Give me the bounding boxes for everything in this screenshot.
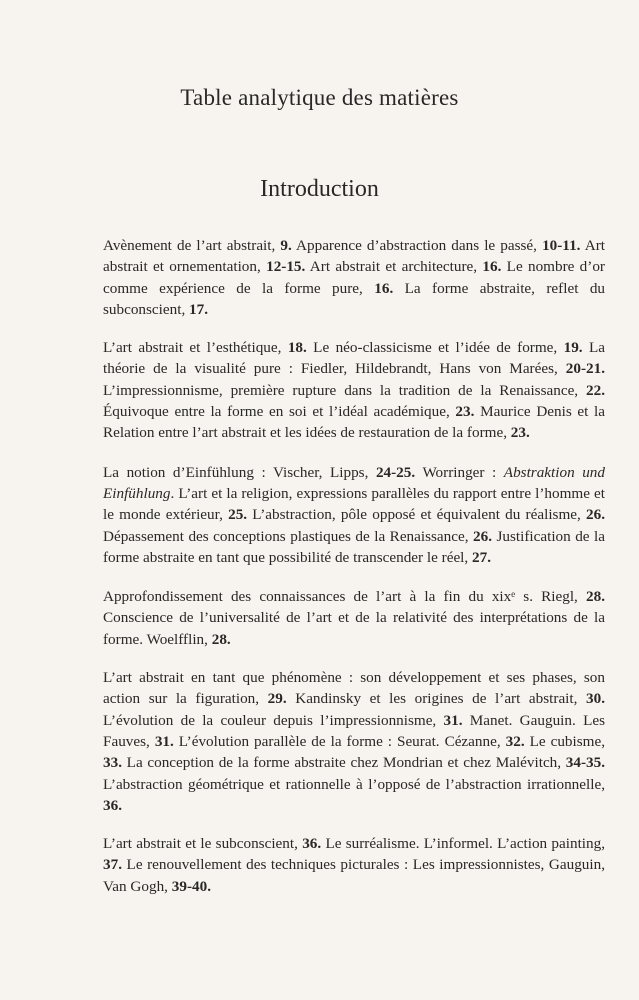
page-reference: 28. xyxy=(211,630,231,648)
text-segment: Manet. Gauguin. Les Fauves, xyxy=(103,711,605,750)
page-reference: 19. xyxy=(563,339,583,357)
page-reference: 32. xyxy=(505,732,525,750)
text-segment: La théorie de la visualité pure : Fiedler, Hildebrandt, Hans von Marées, xyxy=(103,339,605,378)
text-segment: L’impressionnisme, première rupture dans la tradition de la Renaissance, xyxy=(103,381,587,399)
page-reference: 16. xyxy=(374,279,394,297)
page-reference: 27. xyxy=(472,548,491,566)
page-reference: 29. xyxy=(267,690,287,708)
text-segment: Le surréalisme. L’informel. L’action painting, xyxy=(321,835,605,853)
text-segment: Équivoque entre la forme en soi et l’idéal académique, xyxy=(103,403,456,421)
page-reference: 9. xyxy=(280,237,292,254)
page-reference: 26. xyxy=(586,506,606,524)
text-segment: L’évolution parallèle de la forme : Seurat. Cézanne, xyxy=(173,732,506,750)
text-segment: Le néo-classicisme et l’idée de forme, xyxy=(306,339,564,357)
text-segment: Art abstrait et ornementation, xyxy=(103,237,605,276)
text-segment: Approfondissement des connaissances de l’art à la fin du xixᵉ s. Riegl, xyxy=(103,588,587,606)
page-reference: 23. xyxy=(455,403,475,421)
section-title: Introduction xyxy=(260,176,379,202)
text-segment: L’abstraction, pôle opposé et équivalent du réalisme, xyxy=(247,506,587,524)
text-segment: Justification de la forme abstraite en tant que possibilité de transcender le réel, xyxy=(103,527,605,566)
text-segment: La conception de la forme abstraite chez Mondrian et chez Malévitch, xyxy=(121,754,566,772)
page-reference: 36. xyxy=(302,835,322,853)
page-reference: 31. xyxy=(154,732,174,750)
text-segment: Le renouvellement des techniques picturales : Les impressionnistes, Gauguin, Van Gogh, xyxy=(103,856,605,895)
text-segment: Art abstrait et architecture, xyxy=(305,258,483,276)
page-reference: 36. xyxy=(103,796,122,814)
page-reference: 30. xyxy=(586,690,605,708)
text-segment: L’art abstrait en tant que phénomène : son développement et ses phases, son action sur la figuration, xyxy=(103,669,605,708)
page-reference: 31. xyxy=(443,711,463,729)
italic-title: Abstraktion und Einfühlung xyxy=(103,463,605,502)
text-segment: . L’art et la religion, expressions parallèles du rapport entre l’homme et le monde extérieur, xyxy=(103,484,605,524)
page-reference: 12-15. xyxy=(266,258,306,276)
paragraph xyxy=(103,337,605,443)
paragraph xyxy=(103,667,605,816)
text-segment: L’art abstrait et le subconscient, xyxy=(103,835,303,853)
text-segment: L’abstraction géométrique et rationnelle à l’opposé de l’abstraction irrationnelle, xyxy=(103,775,605,793)
page-reference: 28. xyxy=(586,588,605,606)
text-segment: Kandinsky et les origines de l’art abstrait, xyxy=(286,690,587,708)
text-segment: Maurice Denis et la Relation entre l’art abstrait et les idées de restauration de la forme, xyxy=(103,403,605,442)
page-reference: 16. xyxy=(482,258,502,276)
text-segment: Le cubisme, xyxy=(524,732,605,750)
page-reference: 26. xyxy=(473,527,493,545)
page-reference: 37. xyxy=(103,856,122,874)
text-segment: Conscience de l’universalité de l’art et de la relativité des interprétations de la forme. Woelfflin, xyxy=(103,609,605,648)
page-reference: 17. xyxy=(189,300,209,318)
text-segment: L’évolution de la couleur depuis l’impressionnisme, xyxy=(103,711,444,729)
text-segment: La forme abstraite, reflet du subconscient, xyxy=(103,279,606,318)
content-body xyxy=(103,235,605,914)
paragraph xyxy=(103,586,605,650)
text-segment: La notion d’Einfühlung : Vischer, Lipps, xyxy=(103,463,376,481)
paragraph xyxy=(103,235,605,320)
text-segment: L’art abstrait et l’esthétique, xyxy=(103,339,288,357)
paragraph xyxy=(103,462,605,568)
text-segment: Le nombre d’or comme expérience de la forme pure, xyxy=(103,258,605,297)
page-reference: 20-21. xyxy=(565,360,605,378)
page-reference: 34-35. xyxy=(565,754,605,772)
text-segment: Worringer : xyxy=(415,463,504,481)
page-reference: 39-40. xyxy=(171,877,211,895)
text-segment: Avènement de l’art abstrait, xyxy=(103,237,281,254)
text-segment: Dépassement des conceptions plastiques de la Renaissance, xyxy=(103,527,474,545)
text-segment: Apparence d’abstraction dans le passé, xyxy=(291,237,543,254)
paragraph xyxy=(103,833,605,897)
page-reference: 33. xyxy=(103,754,122,772)
page-reference: 24-25. xyxy=(375,463,416,481)
page-reference: 25. xyxy=(228,506,248,524)
page-reference: 22. xyxy=(586,381,605,399)
page-reference: 10-11. xyxy=(542,237,581,254)
page-reference: 23. xyxy=(510,424,530,442)
page-title: Table analytique des matières xyxy=(180,85,459,110)
page-reference: 18. xyxy=(287,339,307,357)
